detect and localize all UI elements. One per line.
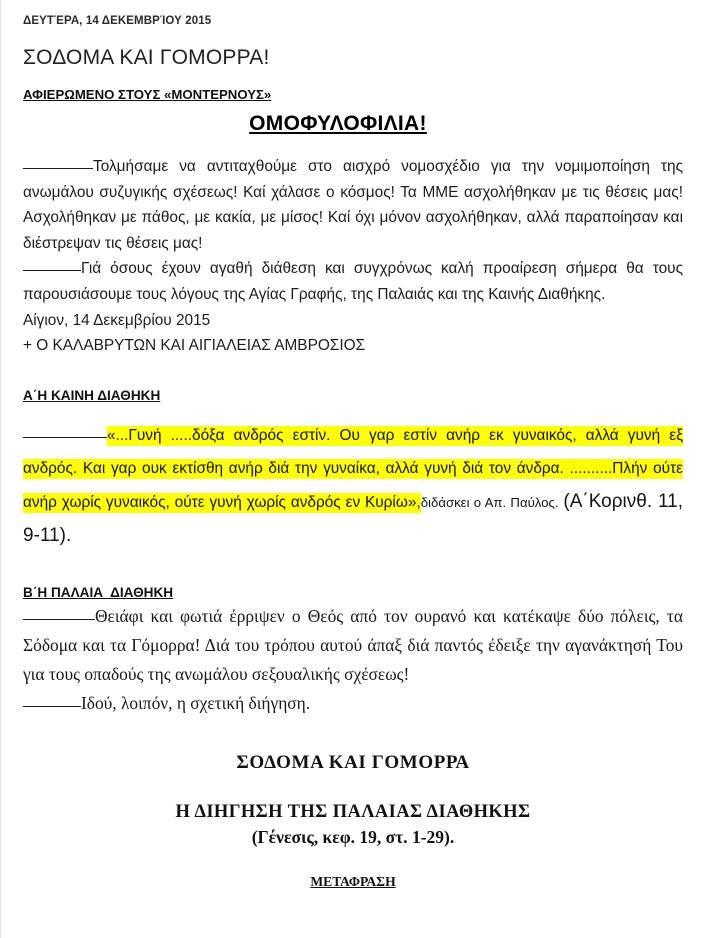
page-title: ΣΟΔΟΜΑ ΚΑΙ ΓΟΜΟΡΡΑ! xyxy=(23,46,270,69)
narrative-title: ΣΟΔΟΜΑ ΚΑΙ ΓΟΜΟΡΡΑ xyxy=(236,751,470,773)
narrative-subtitle: Η ΔΙΗΓΗΣΗ ΤΗΣ ΠΑΛΑΙΑΣ ΔΙΑΘΗΚΗΣ xyxy=(175,801,531,822)
narrative-citation: (Γένεσις, κεφ. 19, στ. 1-29). xyxy=(251,826,455,847)
signature-signer: + Ο ΚΑΛΑΒΡΥΤΩΝ ΚΑΙ ΑΙΓΙΑΛΕΙΑΣ ΑΜΒΡΟΣΙΟΣ xyxy=(23,336,366,354)
signature-place-date: Αίγιον, 14 Δεκεμβρίου 2015 xyxy=(23,311,211,329)
section-b-heading: Β΄Η ΠΑΛΑΙΑ ΔΙΑΘΗΚΗ xyxy=(23,584,174,600)
section-a-heading: Α΄Η ΚΑΙΝΗ ΔΙΑΘΗΚΗ xyxy=(23,387,161,403)
indent-rule xyxy=(23,270,81,271)
translation-label: ΜΕΤΑΦΡΑΣΗ xyxy=(310,873,396,889)
old-testament-paragraph-1 xyxy=(23,602,683,689)
old-testament-paragraph-2 xyxy=(23,689,683,718)
narrative-heading-block xyxy=(23,751,683,891)
section-b-heading-wrap xyxy=(23,584,683,602)
dedication-line-wrap xyxy=(23,71,683,104)
old-testament-paragraph-2-text: Ιδού, λοιπόν, η σχετική διήγηση. xyxy=(81,692,311,713)
intro-paragraph-2-text: Γιά όσους έχουν αγαθή διάθεση και συγχρόνως καλή προαίρεση σήμερα θα τους παρουσιάσουμε τους λόγους της Αγίας Γραφής, της Παλαιάς και της Καινής Διαθήκης. xyxy=(23,260,683,303)
post-date: ΔΕΥΤΈΡΑ, 14 ΔΕΚΕΜΒΡΊΟΥ 2015 xyxy=(23,15,212,27)
section-a-heading-wrap xyxy=(23,387,683,405)
indent-rule xyxy=(23,437,107,438)
old-testament-paragraph-1-text: Θειάφι και φωτιά έρριψεν ο Θεός από τον ουρανό και κατέκαψε δύο πόλεις, τα Σόδομα και τα Γόμορρα! Διά του τρόπου αυτού άπαξ διά παντός έδειξε την αγανάκτησή Του για τους οπαδούς της ανωμάλου σεξουαλικής σχέσεως! xyxy=(23,605,683,684)
quote-attribution: διδάσκει ο Απ. Παύλος. xyxy=(420,494,559,510)
intro-paragraph-2 xyxy=(23,256,683,307)
quote-reference: (Α΄Κορινθ. 11, 9-11). xyxy=(23,490,683,546)
topic-title: ΟΜΟΦΥΛΟΦΙΛΙΑ! xyxy=(249,112,427,135)
intro-paragraph-1-text: Τολμήσαμε να αντιταχθούμε στο αισχρό νομοσχέδιο για την νομιμοποίηση της ανωμάλου συζυγικής σχέσεως! Καί χάλασε ο κόσμος! Τα ΜΜΕ ασχολήθηκαν με τις θέσεις μας! Ασχολήθηκαν με πάθος, με κακία, με μίσος! Καί όχι μόνον ασχολήθηκαν, αλλά παραποίησαν και διέστρεψαν τις θέσεις μας! xyxy=(23,158,683,252)
indent-rule xyxy=(23,619,95,620)
translation-label-wrap xyxy=(23,849,683,891)
indent-rule xyxy=(23,168,93,169)
document-content xyxy=(23,0,683,891)
dedication-line: ΑΦΙΕΡΩΜΕΝΟ ΣΤΟΥΣ «ΜΟΝΤΕΡΝΟΥΣ» xyxy=(23,87,272,102)
indent-rule xyxy=(23,706,81,707)
topic-title-wrap xyxy=(23,111,683,137)
intro-paragraph-1 xyxy=(23,154,683,256)
scripture-quote-new-testament xyxy=(23,419,683,553)
quote-highlighted-text: «...Γυνή .....δόξα ανδρός εστίν. Ου γαρ εστίν ανήρ εκ γυναικός, αλλά γυνή εξ ανδρός. Και γαρ ουκ εκτίσθη ανήρ διά την γυναίκα, αλλά γυνή διά τον άνδρα. ..........Πλήν ούτε ανήρ χωρίς γυναικός, ούτε γυνή χωρίς ανδρός εν Κυρίω», xyxy=(23,426,683,511)
